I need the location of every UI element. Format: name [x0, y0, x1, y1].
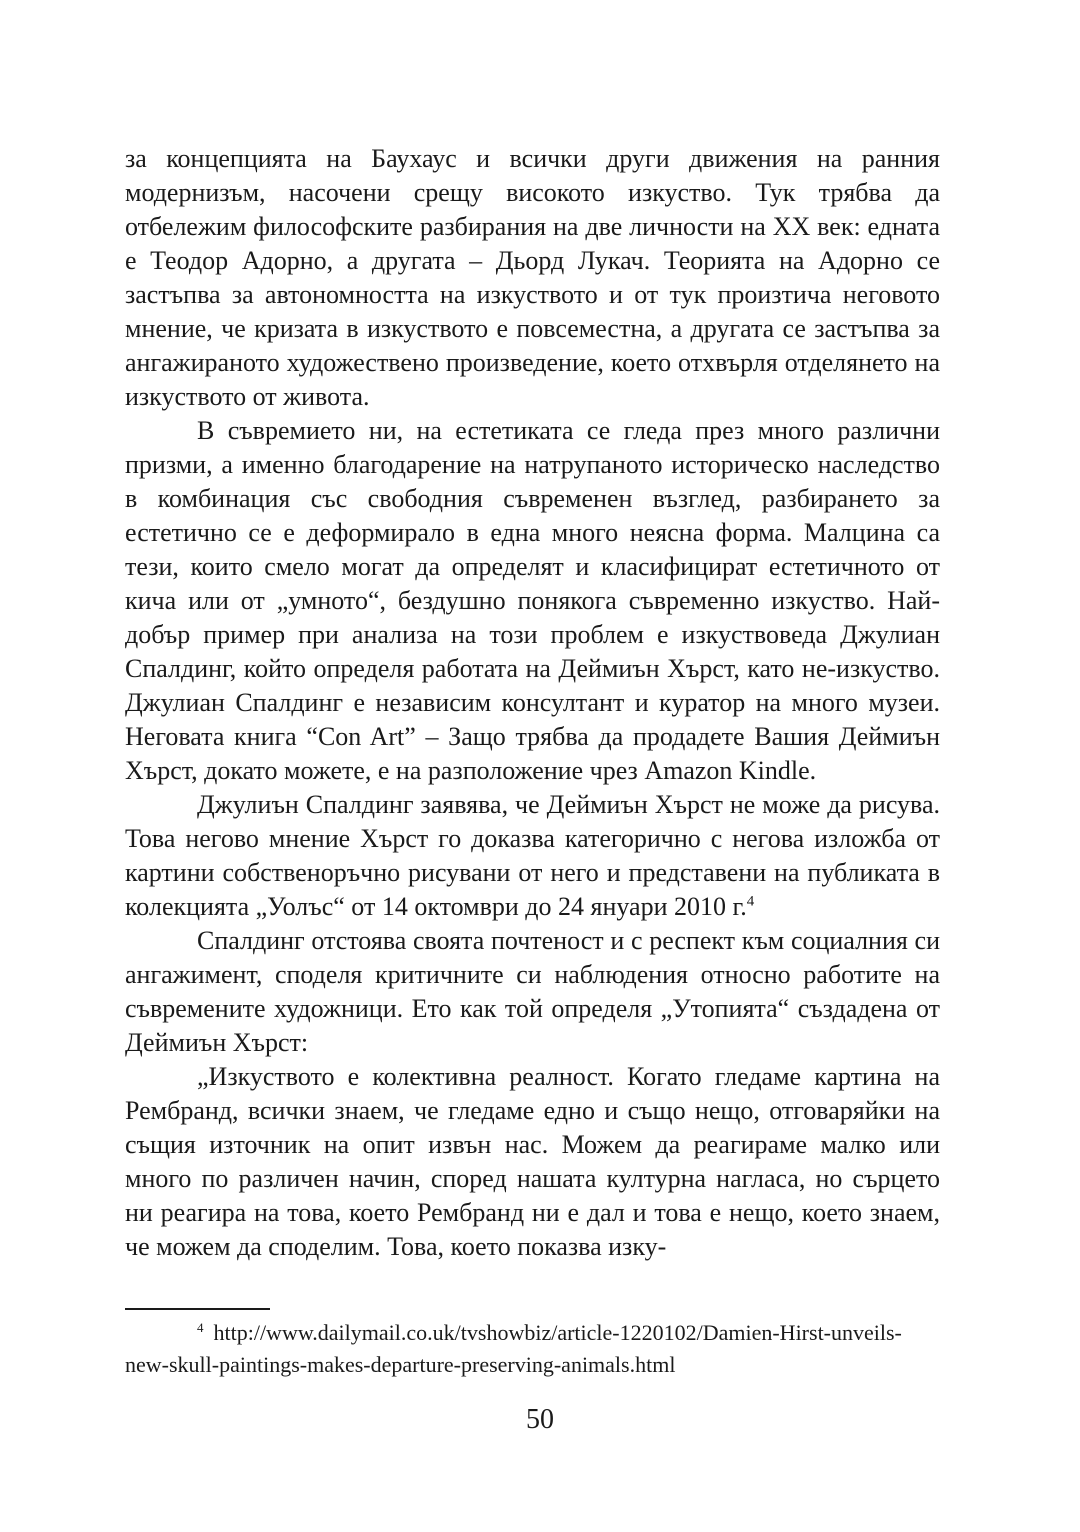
footnote-text: http://www.dailymail.co.uk/tvshowbiz/article-1220102/Damien-Hirst-unveils-new-skull-paintings-makes-departure-preserving-animals.html: [125, 1320, 902, 1377]
page-number: 50: [526, 1404, 554, 1435]
footnote: [125, 1317, 940, 1381]
footnote-reference: 4: [746, 893, 755, 910]
footnote-mark: 4: [197, 1319, 204, 1335]
body-text: [125, 142, 940, 1264]
paragraph-3: [125, 788, 940, 924]
paragraph-3-text: Джулиън Спалдинг заявява, че Деймиън Хърст не може да рисува. Това негово мнение Хърст го доказва категорично с негова изложба от картини собственоръчно рисувани от него и представени на публиката в колекцията „Уолъс“ от 14 октомври до 24 януари 2010 г.: [125, 790, 940, 921]
paragraph-2: В съвремието ни, на естетиката се гледа през много различни призми, а именно благодарение на натрупаното историческо наследство в комбинация със свободния съвременен възглед, разбирането за естетично се е деформирало в една много неясна форма. Малцина са тези, които смело могат да определят и класифицират естетичното от кича или от „умното“, бездушно понякога съвременно изкуство. Най-добър пример при анализа на този проблем е изкуствоведа Джулиан Спалдинг, който определя работата на Деймиън Хърст, като не-изкуство. Джулиан Спалдинг е независим консултант и куратор на много музеи. Неговата книга “Con Art” – Защо трябва да продадете Вашия Деймиън Хърст, докато можете, е на разположение чрез Amazon Kindle.: [125, 416, 940, 785]
paragraph-1: за концепцията на Баухаус и всички други движения на ранния модернизъм, насочени срещу високото изкуство. Тук трябва да отбележим философските разбирания на две личности на ХХ век: едната е Теодор Адорно, а другата – Дьорд Лукач. Теорията на Адорно се застъпва за автономността на изкуството и от тук произтича неговото мнение, че кризата в изкуството е повсеместна, а другата се застъпва за ангажираното художествено произведение, което отхвърля отделянето на изкуството от живота.: [125, 144, 940, 411]
footnote-separator: [125, 1308, 270, 1310]
paragraph-5: „Изкуството е колективна реалност. Когато гледаме картина на Рембранд, всички знаем, че гледаме едно и също нещо, отговаряйки на същия източник на опит извън нас. Можем да реагираме малко или много по различен начин, според нашата културна нагласа, но сърцето ни реагира на това, което Рембранд ни е дал и това е нещо, което знаем, че можем да споделим. Това, което показва изку-: [125, 1062, 940, 1261]
paragraph-4: Спалдинг отстоява своята почтеност и с респект към социалния си ангажимент, споделя критичните си наблюдения относно работите на съвремените художници. Ето как той определя „Утопията“ създадена от Деймиън Хърст:: [125, 926, 940, 1057]
